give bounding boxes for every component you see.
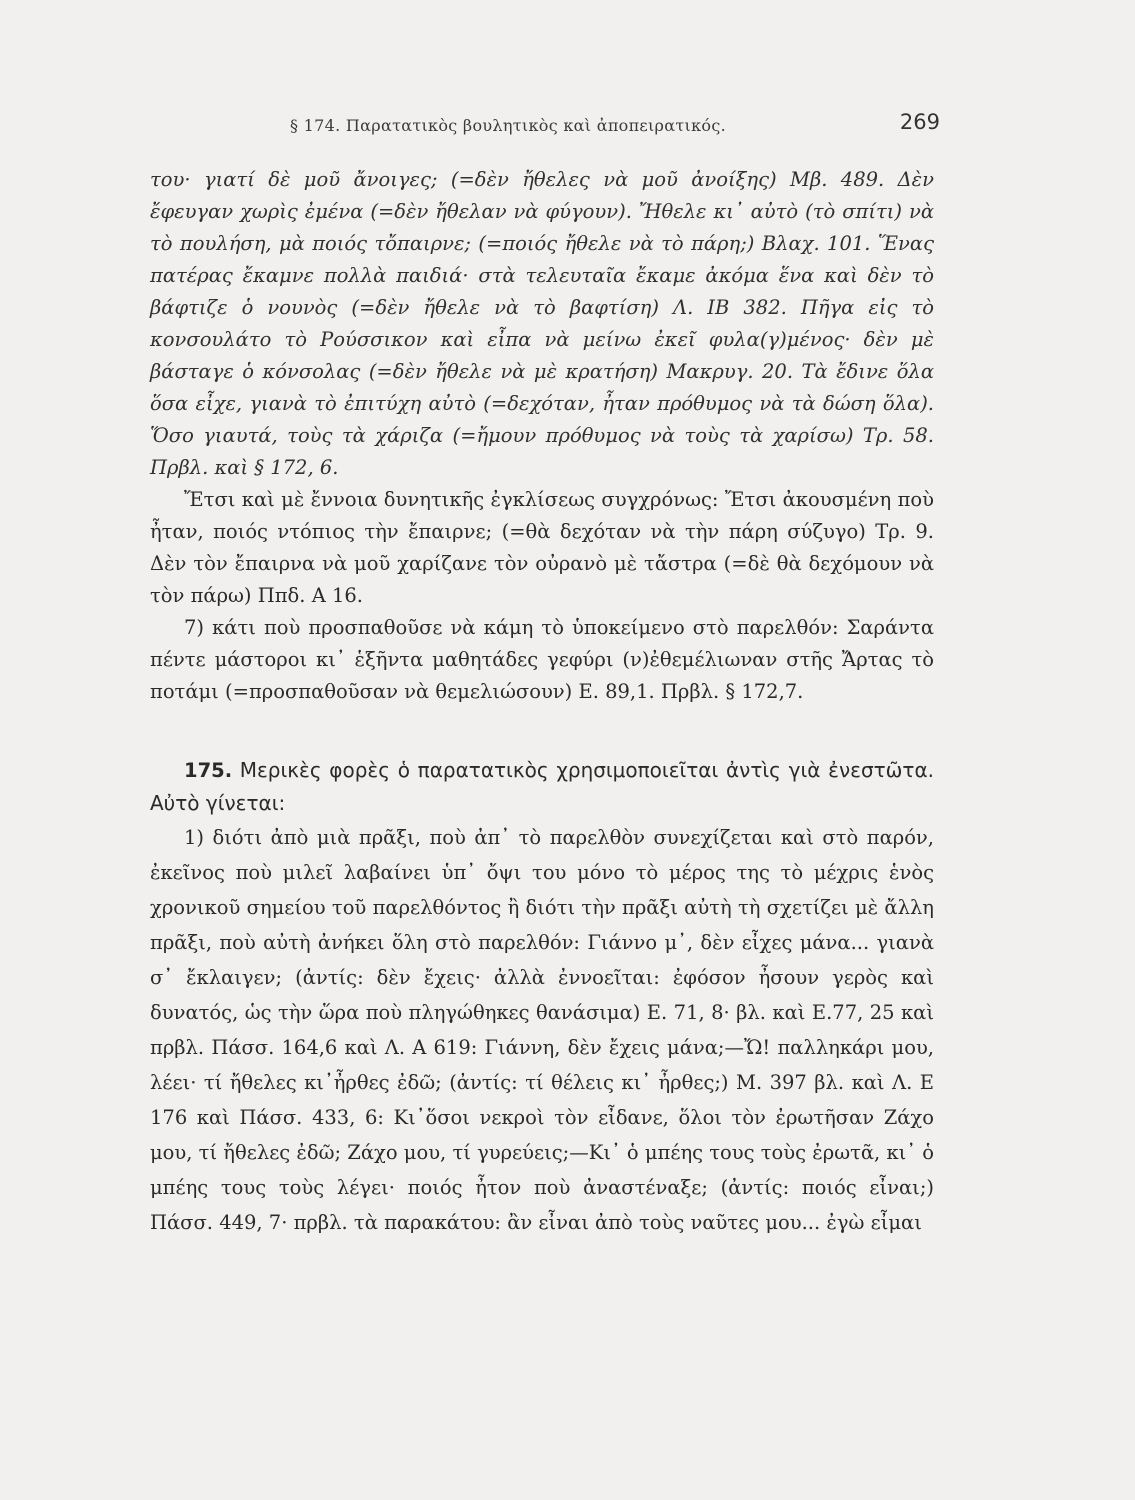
paragraph-item-7 — [150, 612, 934, 708]
paragraph-text: 1) διότι ἀπὸ μιὰ πρᾶξι, ποὺ ἀπ᾿ τὸ παρελθὸν συνεχίζεται καὶ στὸ παρόν, ἐκεῖνος ποὺ μιλεῖ λαβαίνει ὑπ᾿ ὄψι του μόνο τὸ μέρος της τὸ μέχρις ἑνὸς χρονικοῦ σημείου τοῦ παρελθόντος ἢ διότι τὴν πρᾶξι αὐτὴ τὴ σχετίζει μὲ ἄλλη πρᾶξι, ποὺ αὐτὴ ἀνήκει ὅλη στὸ παρελθόν: Γιάννο μ᾿, δὲν εἶχες μάνα... γιανὰ σ᾿ ἔκλαιγεν; (ἀντίς: δὲν ἔχεις· ἀλλὰ ἐννοεῖται: ἐφόσον ἦσουν γερὸς καὶ δυνατός, ὡς τὴν ὥρα ποὺ πληγώθηκες θανάσιμα) Ε. 71, 8· βλ. καὶ Ε.77, 25 καὶ πρβλ. Πάσσ. 164,6 καὶ Λ. Α 619: Γιάννη, δὲν ἔχεις μάνα;—Ὤ! παλληκάρι μου, λέει· τί ἤθελες κι᾿ἦρθες ἐδῶ; (ἀντίς: τί θέλεις κι᾿ ἦρθες;) Μ. 397 βλ. καὶ Λ. Ε 176 καὶ Πάσσ. 433, 6: Κι᾿ὅσοι νεκροὶ τὸν εἶδανε, ὅλοι τὸν ἐρωτῆσαν Ζάχο μου, τί ἤθελες ἐδῶ; Ζάχο μου, τί γυρεύεις;—Κι᾿ ὁ μπέης τους τοὺς ἐρωτᾶ, κι᾿ ὁ μπέης τους τοὺς λέγει· ποιός ἦτον ποὺ ἀναστέναξε; (ἀντίς: ποιός εἶναι;) Πάσσ. 449, 7· πρβλ. τὰ παρακάτου: ἂν εἶναι ἀπὸ τοὺς ναῦτες μου... ἐγὼ εἶμαι — [150, 826, 934, 1234]
running-title: § 174. Παρατατικὸς βουλητικὸς καὶ ἀποπειρατικός. — [290, 116, 726, 135]
paragraph-potential-mood — [150, 484, 934, 612]
paragraph-examples-continued: του· γιατί δὲ μοῦ ἄνοιγες; (=δὲν ἤθελες νὰ μοῦ ἀνοίξης) Μβ. 489. Δὲν ἔφευγαν χωρὶς ἐμένα (=δὲν ἤθελαν νὰ φύγουν). Ἤθελε κι᾿ αὐτὸ (τὸ σπίτι) νὰ τὸ πουλήση, μὰ ποιός τὄπαιρνε; (=ποιός ἤθελε νὰ τὸ πάρη;) Βλαχ. 101. Ἕνας πατέρας ἔκαμνε πολλὰ παιδιά· στὰ τελευταῖα ἔκαμε ἀκόμα ἕνα καὶ δὲν τὸ βάφτιζε ὁ νουνὸς (=δὲν ἤθελε νὰ τὸ βαφτίση) Λ. ΙΒ 382. Πῆγα εἰς τὸ κονσουλάτο τὸ Ρούσσικον καὶ εἶπα νὰ μείνω ἐκεῖ φυλα(γ)μένος· δὲν μὲ βάσταγε ὁ κόνσολας (=δὲν ἤθελε νὰ μὲ κρατήση) Μακρυγ. 20. Τὰ ἔδινε ὅλα ὅσα εἶχε, γιανὰ τὸ ἐπιτύχη αὐτὸ (=δεχόταν, ἦταν πρόθυμος νὰ τὰ δώση ὅλα). Ὅσο γιαυτά, τοὺς τὰ χάριζα (=ἤμουν πρόθυμος νὰ τοὺς τὰ χαρίσω) Τρ. 58. Πρβλ. καὶ § 172, 6. — [150, 168, 934, 479]
page-header — [290, 110, 940, 144]
section-text: Μερικὲς φορὲς ὁ παρατατικὸς χρησιμοποιεῖται ἀντὶς γιὰ ἐνεστῶτα. Αὐτὸ γίνεται: — [150, 758, 934, 815]
paragraph-item-1 — [150, 820, 934, 1240]
paragraph-text: 7) κάτι ποὺ προσπαθοῦσε νὰ κάμη τὸ ὑποκείμενο στὸ παρελθόν: Σαράντα πέντε μάστοροι κι᾿ ἑξῆντα μαθητάδες γεφύρι (ν)ἐθεμέλιωναν στῆς Ἄρτας τὸ ποτάμι (=προσπαθοῦσαν νὰ θεμελιώσουν) Ε. 89,1. Πρβλ. § 172,7. — [150, 616, 934, 703]
section-number: 175. — [184, 759, 233, 782]
page-number: 269 — [899, 110, 940, 134]
body-text — [150, 164, 934, 1240]
paragraph-text: Ἔτσι καὶ μὲ ἔννοια δυνητικῆς ἐγκλίσεως συγχρόνως: Ἔτσι ἀκουσμένη ποὺ ἦταν, ποιός ντόπιος τὴν ἔπαιρνε; (=θὰ δεχόταν νὰ τὴν πάρη σύζυγο) Τρ. 9. Δὲν τὸν ἔπαιρνα νὰ μοῦ χαρίζανε τὸν οὐρανὸ μὲ τἄστρα (=δὲ θὰ δεχόμουν νὰ τὸν πάρω) Ππδ. Α 16. — [150, 488, 934, 607]
section-175 — [150, 754, 934, 820]
